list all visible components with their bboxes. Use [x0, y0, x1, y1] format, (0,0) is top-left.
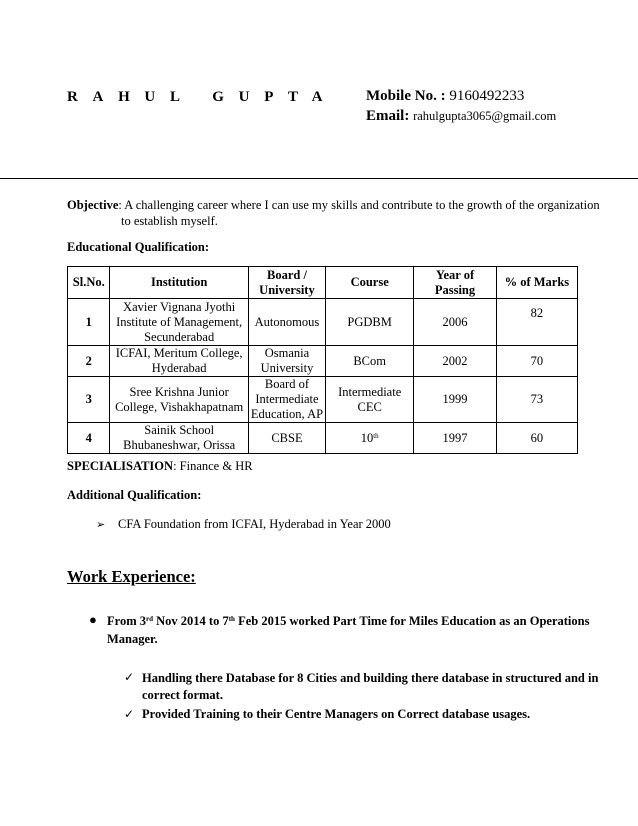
column-header: Year of Passing — [414, 267, 497, 299]
email-value: rahulgupta3065@gmail.com — [413, 109, 557, 123]
column-header: Course — [326, 267, 414, 299]
table-row — [68, 299, 578, 346]
header-divider — [0, 178, 638, 179]
table-row — [68, 346, 578, 377]
marks-cell: 70 — [496, 346, 577, 377]
sl-no-cell: 4 — [68, 423, 110, 454]
mobile-value: 9160492233 — [449, 88, 525, 104]
table-row — [68, 377, 578, 423]
board-cell: Osmania University — [248, 346, 325, 377]
institution-cell: Xavier Vignana Jyothi Institute of Management, Secunderabad — [110, 299, 248, 346]
work-entry-text: Nov 2014 to 7 — [153, 614, 229, 628]
education-table — [67, 266, 578, 454]
column-header: Board / University — [248, 267, 325, 299]
checkmark-icon: ✓ — [124, 707, 135, 721]
work-entry-text: Feb 2015 worked Part Time for Miles Education as an Operations Manager. — [107, 614, 590, 646]
board-cell: CBSE — [248, 423, 325, 454]
objective-label: Objective — [67, 198, 119, 212]
mobile-line — [366, 88, 524, 105]
institution-cell: Sainik School Bhubaneshwar, Orissa — [110, 423, 248, 454]
sl-no-cell: 2 — [68, 346, 110, 377]
round-bullet-icon: ● — [89, 612, 97, 627]
year-cell: 2006 — [414, 299, 497, 346]
marks-cell: 60 — [496, 423, 577, 454]
table-header-row — [68, 267, 578, 299]
course-cell — [326, 423, 414, 454]
objective-text-line2: to establish myself. — [121, 214, 218, 228]
specialisation-line — [67, 459, 253, 474]
course-cell: PGDBM — [326, 299, 414, 346]
year-cell: 2002 — [414, 346, 497, 377]
board-cell: Autonomous — [248, 299, 325, 346]
table-row — [68, 423, 578, 454]
course-value: 10 — [360, 430, 374, 445]
objective-section — [67, 197, 612, 229]
additional-item — [96, 517, 391, 532]
work-duty: Handling there Database for 8 Cities and building there database in structured and in correct format. — [142, 671, 599, 702]
column-header: Institution — [110, 267, 248, 299]
date-superscript: rd — [146, 615, 153, 623]
column-header: Sl.No. — [68, 267, 110, 299]
arrow-bullet-icon: ➢ — [96, 518, 106, 531]
work-entry-text: From 3 — [107, 614, 146, 628]
objective-text-line1: : A challenging career where I can use my skills and contribute to the growth of the organization — [118, 198, 600, 212]
marks-cell: 73 — [496, 377, 577, 423]
specialisation-label: SPECIALISATION — [67, 459, 174, 473]
email-label: Email: — [366, 108, 410, 124]
board-cell: Board of Intermediate Education, AP — [248, 377, 325, 423]
year-cell: 1999 — [414, 377, 497, 423]
additional-heading: Additional Qualification: — [67, 488, 202, 502]
specialisation-value: : Finance & HR — [173, 459, 253, 473]
checkmark-icon: ✓ — [124, 670, 135, 684]
course-cell: Intermediate CEC — [326, 377, 414, 423]
mobile-label: Mobile No. : — [366, 88, 446, 104]
education-heading: Educational Qualification: — [67, 240, 210, 254]
sl-no-cell: 3 — [68, 377, 110, 423]
institution-cell: Sree Krishna Junior College, Vishakhapatnam — [110, 377, 248, 423]
work-entry — [107, 612, 597, 648]
course-cell: BCom — [326, 346, 414, 377]
sl-no-cell: 1 — [68, 299, 110, 346]
year-cell: 1997 — [414, 423, 497, 454]
work-duty: Provided Training to their Centre Managers on Correct database usages. — [142, 707, 531, 721]
additional-item-text: CFA Foundation from ICFAI, Hyderabad in Year 2000 — [118, 517, 391, 531]
course-superscript: th — [373, 431, 379, 440]
column-header: % of Marks — [496, 267, 577, 299]
date-superscript: th — [228, 615, 235, 623]
work-heading: Work Experience: — [67, 567, 196, 586]
email-line — [366, 108, 556, 125]
candidate-name: RAHUL GUPTA — [67, 89, 338, 105]
institution-cell: ICFAI, Meritum College, Hyderabad — [110, 346, 248, 377]
marks-cell: 82 — [496, 299, 577, 346]
